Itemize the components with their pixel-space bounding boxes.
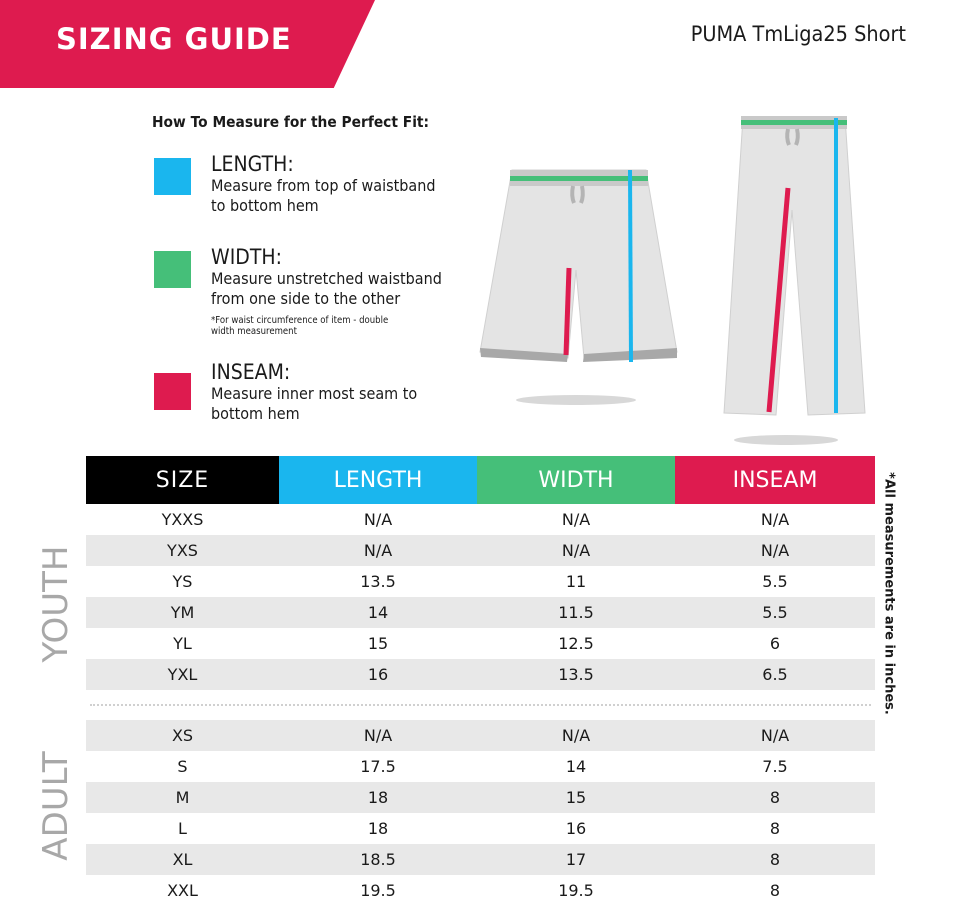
cell-size: S [177, 757, 188, 776]
cell-width: 19.5 [558, 881, 594, 900]
cell-length: 14 [279, 597, 477, 628]
table-row [86, 875, 875, 906]
banner-title: SIZING GUIDE [56, 22, 292, 56]
cell-inseam: 5.5 [675, 597, 875, 628]
table-row [86, 782, 875, 813]
table-row [86, 504, 875, 535]
youth-group-label: YOUTH [36, 545, 76, 663]
cell-inseam: 8 [769, 819, 781, 838]
cell-inseam: 8 [675, 782, 875, 813]
cell-inseam: N/A [760, 510, 790, 529]
header-width: WIDTH [477, 456, 675, 504]
cell-width: 14 [565, 757, 587, 776]
cell-size: M [86, 782, 279, 813]
cell-inseam: N/A [675, 720, 875, 751]
cell-width: 11 [565, 572, 587, 591]
cell-length: 16 [279, 659, 477, 690]
cell-inseam: 7.5 [762, 757, 788, 776]
cell-size: YXL [86, 659, 279, 690]
cell-length: N/A [363, 510, 393, 529]
cell-length: 15 [367, 634, 389, 653]
width-swatch [154, 251, 191, 288]
legend-width-note-2: width measurement [211, 326, 297, 337]
cell-length: 13.5 [360, 572, 396, 591]
legend-width-desc-2: from one side to the other [211, 289, 401, 308]
cell-size: XS [86, 720, 279, 751]
cell-width: N/A [477, 535, 675, 566]
cell-size: XL [86, 844, 279, 875]
table-row [86, 566, 875, 597]
cell-width: 11.5 [477, 597, 675, 628]
legend-width-desc-1: Measure unstretched waistband [211, 269, 442, 288]
cell-size: XXL [167, 881, 198, 900]
cell-inseam: 5.5 [762, 572, 788, 591]
legend-width-note-1: *For waist circumference of item - double [211, 315, 389, 326]
cell-size: YXXS [161, 510, 204, 529]
length-swatch [154, 158, 191, 195]
cell-inseam: 6 [769, 634, 781, 653]
cell-length: 19.5 [360, 881, 396, 900]
cell-length: N/A [279, 720, 477, 751]
shorts-diagram [480, 170, 677, 405]
table-row [86, 659, 875, 690]
cell-size: L [178, 819, 187, 838]
units-note: *All measurements are in inches. [881, 472, 897, 715]
table-row [86, 844, 875, 875]
table-row [86, 628, 875, 659]
cell-width: 17 [477, 844, 675, 875]
cell-length: N/A [279, 535, 477, 566]
cell-width: 12.5 [558, 634, 594, 653]
table-row [86, 597, 875, 628]
cell-width: 13.5 [477, 659, 675, 690]
cell-inseam: 8 [675, 844, 875, 875]
cell-length: 18 [279, 782, 477, 813]
header-size: SIZE [86, 456, 279, 504]
legend-width-title: WIDTH: [211, 245, 282, 269]
table-row [86, 813, 875, 844]
cell-width: N/A [477, 720, 675, 751]
dotted-divider [90, 704, 871, 706]
cell-width: N/A [561, 510, 591, 529]
legend-inseam-desc-2: bottom hem [211, 404, 300, 423]
garment-illustrations [470, 100, 890, 460]
adult-group-label: ADULT [36, 751, 76, 861]
group-divider [86, 690, 875, 720]
cell-inseam: 6.5 [675, 659, 875, 690]
cell-length: 17.5 [360, 757, 396, 776]
cell-inseam: 8 [769, 881, 781, 900]
legend-inseam-desc-1: Measure inner most seam to [211, 384, 418, 403]
cell-size: YS [172, 572, 193, 591]
header-length: LENGTH [279, 456, 477, 504]
cell-size: YXS [86, 535, 279, 566]
inseam-swatch [154, 373, 191, 410]
table-header-row [86, 456, 875, 504]
cell-size: YL [173, 634, 192, 653]
cell-width: 16 [565, 819, 587, 838]
legend-length-title: LENGTH: [211, 152, 294, 176]
cell-inseam: N/A [675, 535, 875, 566]
cell-length: 18.5 [279, 844, 477, 875]
table-row [86, 720, 875, 751]
cell-length: 18 [367, 819, 389, 838]
pants-diagram [724, 116, 865, 445]
measure-heading: How To Measure for the Perfect Fit: [152, 113, 430, 131]
product-name: PUMA TmLiga25 Short [690, 22, 906, 46]
legend-length-desc-1: Measure from top of waistband [211, 176, 436, 195]
legend-length-desc-2: to bottom hem [211, 196, 319, 215]
cell-size: YM [86, 597, 279, 628]
table-row [86, 751, 875, 782]
cell-width: 15 [477, 782, 675, 813]
table-row [86, 535, 875, 566]
header-inseam: INSEAM [675, 456, 875, 504]
legend-inseam-title: INSEAM: [211, 360, 291, 384]
size-chart-table [86, 456, 875, 906]
